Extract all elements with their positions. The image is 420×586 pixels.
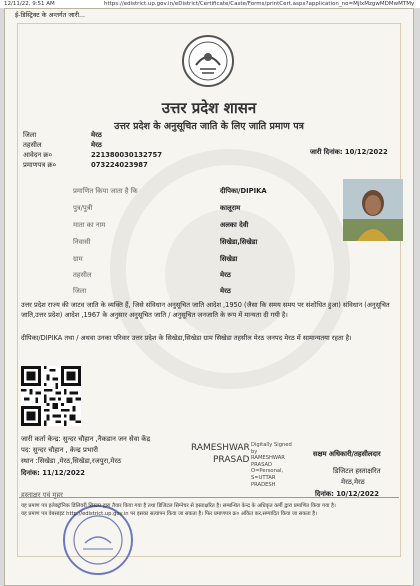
signer-name [191, 442, 250, 466]
signature-line: O=Personal, [251, 468, 284, 475]
footer-note: यह प्रमाण पत्र इलेक्ट्रॉनिक डिलिवरी सिस्टम द्वारा तैयार किया गया है तथा डिजिटल सिग्नेचर से हस्ताक्षरित है। सम्बन्धित केन्द्र के अधिकृत कर्मी द्वारा प्रमाणित किया गया है। [21, 503, 336, 509]
detail-label: निवासी [73, 238, 91, 246]
meta-value: 221380030132757 [91, 151, 162, 159]
page-subtitle: उत्तर प्रदेश के अनुसूचित जाति के लिए जाति प्रमाण पत्र [114, 121, 304, 132]
meta-label: तहसील [23, 141, 42, 149]
detail-value: दीपिका/DIPIKA [220, 187, 267, 195]
meta-value: 073224023987 [91, 161, 148, 169]
authority-place: मेरठ,मेरठ [341, 478, 365, 486]
caste-statement: उत्तर प्रदेश राज्य की जाटव जाति के व्यक्ति हैं, जिसे संविधान अनुसूचित जाति आदेश ,1950 (जैसा कि समय समय पर संशोधित हुआ) संविधान (अनुसूचित जाति,उत्तर प्रदेश) आदेश ,1967 के अनुसार अनुसूचित जाति / अनुसूचित जनजाति के रूप में मान्यता दी गयी है। [21, 301, 390, 319]
meta-label: आवेदन क्र० [23, 151, 53, 159]
signature-line: by [251, 448, 258, 455]
detail-label: पुत्र/पुत्री [73, 204, 93, 212]
print-timestamp: 12/11/22, 9:51 AM [4, 1, 55, 7]
detail-value: कालूराम [220, 204, 241, 212]
detail-label: तहसील [73, 271, 92, 279]
header-note: ई-डिस्ट्रिक्ट के अन्तर्गत जारी... [15, 11, 86, 19]
browser-header [0, 0, 420, 8]
detail-value: मेरठ [220, 287, 231, 295]
issuer-place: स्थान :सिखेडा ,मेरठ,सिखेडा,रजपुरा,मेरठ [21, 457, 122, 465]
issuer-date: दिनांक: 11/12/2022 [21, 469, 86, 477]
detail-value: मेरठ [220, 271, 231, 279]
qr-code-icon [21, 366, 81, 426]
applicant-photo [343, 179, 403, 241]
detail-value: अलका देवी [220, 221, 249, 229]
authority-sign: डिजिटल हस्ताक्षरित [333, 467, 381, 475]
footer-note: यह प्रमाण पत्र वेबसाइट http://edistrict.up.gov.in पर इसका सत्यापन किया जा सकता है। फिर प्रमाणपत्र क्र० अंकित कर,सम्पादित किया जा सकता है। [21, 511, 317, 517]
person-photo-icon [343, 179, 403, 241]
print-url: https://edistrict.up.gov.in/eDistrict/Certificate/Caste/Forms/printCert.aspx?application_no=MjIxMzgwMDMwMTMy [104, 1, 415, 7]
detail-label: प्रमाणित किया जाता है कि [73, 187, 138, 195]
detail-label: जिला [73, 287, 87, 295]
meta-value: मेरठ [91, 131, 102, 139]
signer-name-line: RAMESHWAR [191, 443, 250, 453]
signature-line: Digitally Signed [251, 442, 292, 448]
issue-date: जारी दिनांक: 10/12/2022 [310, 148, 388, 156]
detail-value: सिखेडा [220, 255, 238, 263]
digital-signature [251, 442, 292, 488]
up-emblem-icon [182, 35, 234, 87]
detail-label: माता का नाम [73, 221, 106, 229]
certificate-page [4, 8, 414, 586]
detail-value: सिखेडा,सिखेडा [220, 238, 258, 246]
seal-note: हस्ताक्षर एवं मुहर [21, 491, 63, 499]
detail-label: ग्राम [73, 255, 83, 263]
authority-title: सक्षम अधिकारी/तहसीलदार [313, 450, 381, 458]
divider [19, 497, 399, 498]
signature-line: PRASAD [251, 461, 273, 468]
issued-by: जारी कर्ता केन्द्र: सुन्दर चौहान ,नैकडान जन सेवा केंद्र [21, 435, 151, 443]
issuer-post: पद: सुन्दर चौहान , केन्द्र प्रभारी [21, 446, 98, 454]
signer-name-line: PRASAD [213, 455, 250, 465]
meta-label: प्रमाणपत्र क्र० [23, 161, 57, 169]
authority-date: दिनांक: 10/12/2022 [315, 490, 380, 498]
meta-value: मेरठ [91, 141, 102, 149]
signature-line: S=UTTAR [251, 474, 276, 481]
residence-statement: दीपिका/DIPIKA तथा / अथवा उनका परिवार उत्तर प्रदेश के सिखेडा,सिखेडा ग्राम सिखेडा तहसील मेरठ जनपद मेरठ में सामान्यतया रहता है। [21, 334, 352, 342]
signature-line: RAMESHWAR [251, 455, 285, 462]
page-title: उत्तर प्रदेश शासन [161, 99, 257, 117]
meta-label: जिला [23, 131, 37, 139]
signature-line: PRADESH [251, 481, 276, 488]
